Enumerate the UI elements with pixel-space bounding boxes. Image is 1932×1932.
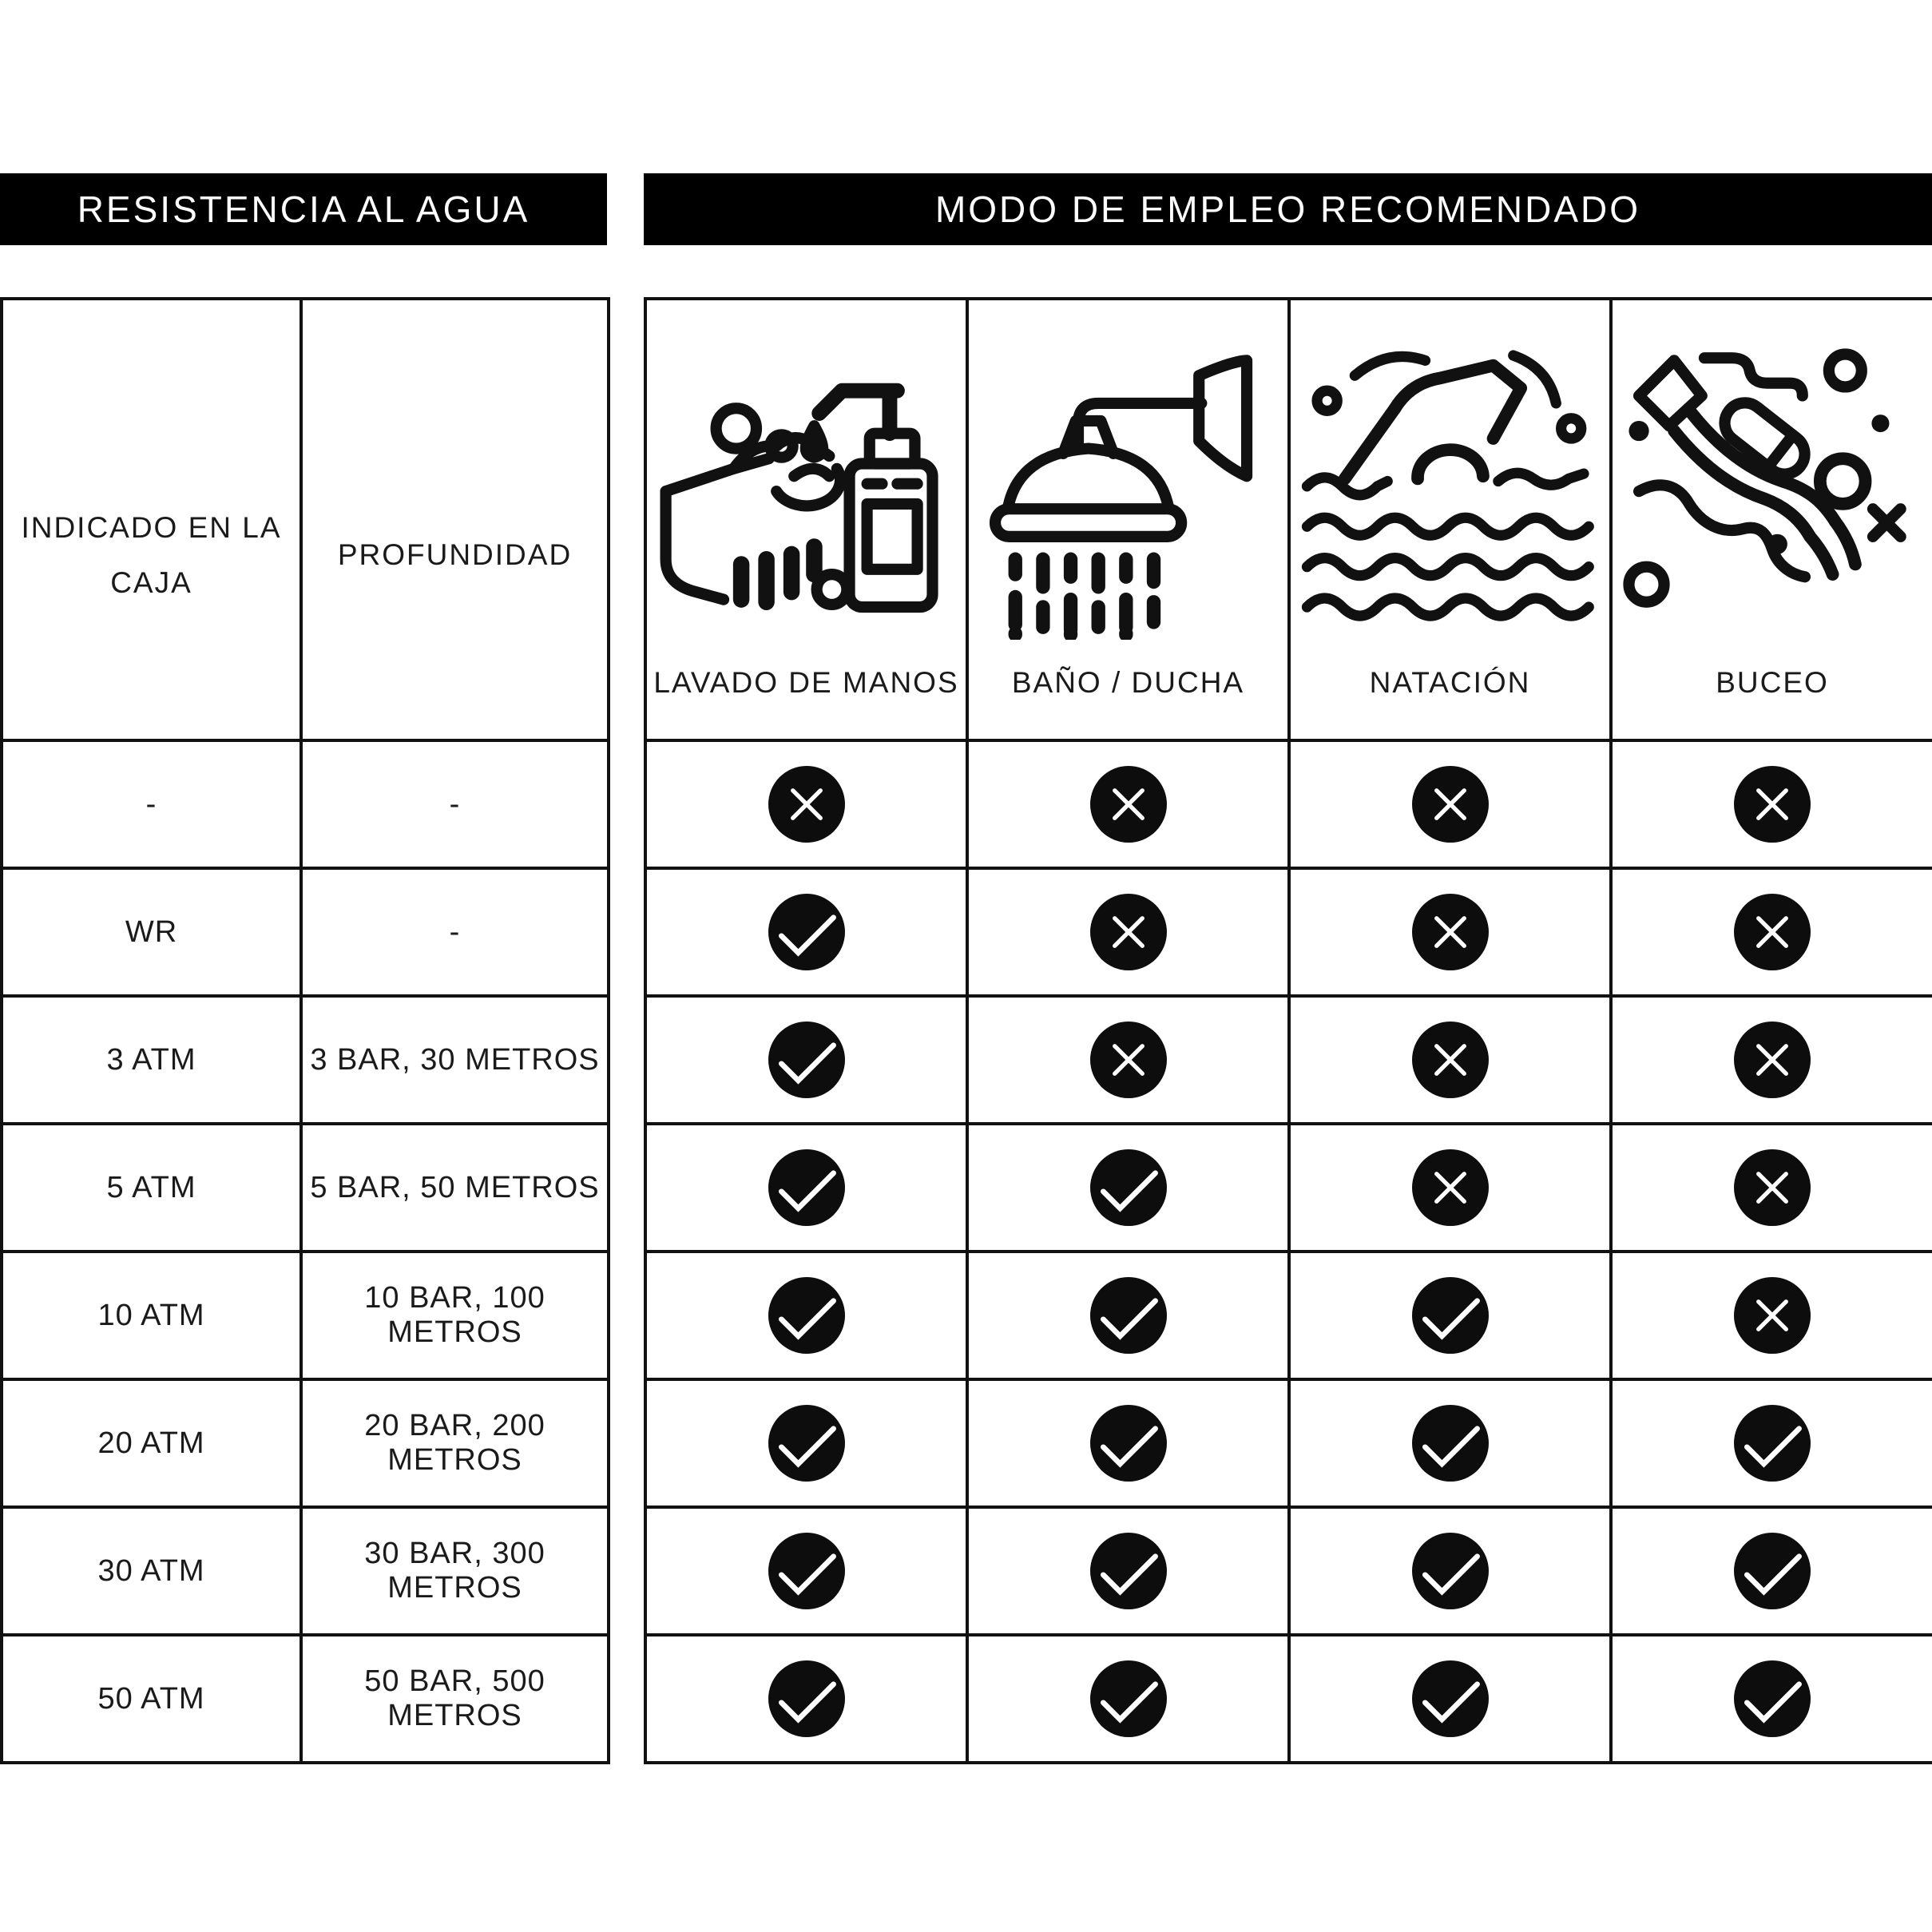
usage-row bbox=[645, 1635, 1932, 1763]
check-icon bbox=[1090, 1149, 1167, 1226]
usage-cell bbox=[1289, 1507, 1611, 1635]
depth-cell: 50 BAR, 500 METROS bbox=[301, 1635, 609, 1763]
usage-column-label: NATACIÓN bbox=[1369, 665, 1531, 699]
check-icon bbox=[1412, 1277, 1489, 1354]
usage-cell bbox=[967, 1124, 1289, 1252]
cross-icon bbox=[1412, 766, 1489, 843]
water-resistance-table bbox=[0, 297, 610, 1764]
rating-cell: 3 ATM bbox=[2, 996, 301, 1124]
usage-row bbox=[645, 1252, 1932, 1379]
scuba-diving-icon bbox=[1621, 338, 1923, 640]
rating-cell: - bbox=[2, 740, 301, 868]
depth-cell: - bbox=[301, 740, 609, 868]
usage-cell bbox=[1611, 1507, 1932, 1635]
cross-icon bbox=[1734, 894, 1811, 970]
usage-cell bbox=[1289, 868, 1611, 996]
recommended-use-table bbox=[644, 297, 1932, 1764]
cross-icon bbox=[1090, 1022, 1167, 1098]
recommended-use-title-bar bbox=[644, 173, 1932, 245]
check-icon bbox=[768, 894, 845, 970]
check-icon bbox=[1734, 1660, 1811, 1737]
column-header-profundidad: PROFUNDIDAD bbox=[301, 299, 609, 740]
check-icon bbox=[768, 1149, 845, 1226]
rating-cell: 30 ATM bbox=[2, 1507, 301, 1635]
hand-washing-icon bbox=[656, 338, 958, 640]
check-icon bbox=[768, 1660, 845, 1737]
shower-icon bbox=[978, 338, 1279, 640]
cross-icon bbox=[1412, 1149, 1489, 1226]
water-resistance-row bbox=[2, 1379, 609, 1507]
usage-column-header bbox=[645, 299, 967, 740]
usage-cell bbox=[1289, 1635, 1611, 1763]
depth-cell: 5 BAR, 50 METROS bbox=[301, 1124, 609, 1252]
usage-cell bbox=[645, 1507, 967, 1635]
usage-cell bbox=[645, 1252, 967, 1379]
usage-cell bbox=[1611, 868, 1932, 996]
usage-cell bbox=[645, 1635, 967, 1763]
usage-row bbox=[645, 868, 1932, 996]
usage-cell bbox=[1289, 1124, 1611, 1252]
usage-cell bbox=[645, 868, 967, 996]
usage-cell bbox=[1289, 1379, 1611, 1507]
cross-icon bbox=[1734, 1022, 1811, 1098]
rating-cell: WR bbox=[2, 868, 301, 996]
check-icon bbox=[1090, 1277, 1167, 1354]
check-icon bbox=[1734, 1405, 1811, 1482]
rating-cell: 20 ATM bbox=[2, 1379, 301, 1507]
usage-column-label: LAVADO DE MANOS bbox=[653, 665, 959, 699]
swimming-icon bbox=[1299, 338, 1601, 640]
usage-cell bbox=[1611, 1379, 1932, 1507]
usage-cell bbox=[967, 1252, 1289, 1379]
usage-row bbox=[645, 996, 1932, 1124]
depth-cell: 10 BAR, 100 METROS bbox=[301, 1252, 609, 1379]
usage-cell bbox=[1611, 1635, 1932, 1763]
check-icon bbox=[768, 1277, 845, 1354]
usage-cell bbox=[967, 996, 1289, 1124]
check-icon bbox=[1412, 1660, 1489, 1737]
check-icon bbox=[1412, 1533, 1489, 1609]
usage-cell bbox=[967, 1635, 1289, 1763]
usage-column-label: BUCEO bbox=[1716, 665, 1829, 699]
cross-icon bbox=[1412, 894, 1489, 970]
usage-column-label: BAÑO / DUCHA bbox=[1011, 665, 1245, 699]
usage-cell bbox=[645, 1124, 967, 1252]
cross-icon bbox=[1734, 766, 1811, 843]
check-icon bbox=[1090, 1660, 1167, 1737]
cross-icon bbox=[1734, 1149, 1811, 1226]
usage-row bbox=[645, 1507, 1932, 1635]
depth-cell: 3 BAR, 30 METROS bbox=[301, 996, 609, 1124]
usage-cell bbox=[1289, 996, 1611, 1124]
usage-row bbox=[645, 1379, 1932, 1507]
usage-cell bbox=[1289, 740, 1611, 868]
usage-cell bbox=[645, 1379, 967, 1507]
usage-cell bbox=[645, 740, 967, 868]
check-icon bbox=[1412, 1405, 1489, 1482]
cross-icon bbox=[1090, 894, 1167, 970]
check-icon bbox=[768, 1405, 845, 1482]
check-icon bbox=[1734, 1533, 1811, 1609]
column-header-indicado-en-la-caja: INDICADO EN LA CAJA bbox=[2, 299, 301, 740]
water-resistance-row bbox=[2, 996, 609, 1124]
usage-cell bbox=[645, 996, 967, 1124]
usage-cell bbox=[1289, 1252, 1611, 1379]
water-resistance-title: RESISTENCIA AL AGUA bbox=[77, 188, 530, 230]
rating-cell: 10 ATM bbox=[2, 1252, 301, 1379]
usage-column-header bbox=[967, 299, 1289, 740]
water-resistance-header-row bbox=[2, 299, 609, 740]
water-resistance-row bbox=[2, 1507, 609, 1635]
check-icon bbox=[1090, 1533, 1167, 1609]
cross-icon bbox=[1734, 1277, 1811, 1354]
water-resistance-row bbox=[2, 1124, 609, 1252]
usage-cell bbox=[1611, 1252, 1932, 1379]
cross-icon bbox=[768, 766, 845, 843]
usage-row bbox=[645, 740, 1932, 868]
depth-cell: 20 BAR, 200 METROS bbox=[301, 1379, 609, 1507]
cross-icon bbox=[1412, 1022, 1489, 1098]
check-icon bbox=[1090, 1405, 1167, 1482]
rating-cell: 50 ATM bbox=[2, 1635, 301, 1763]
check-icon bbox=[768, 1022, 845, 1098]
usage-cell bbox=[967, 868, 1289, 996]
check-icon bbox=[768, 1533, 845, 1609]
usage-cell bbox=[967, 1379, 1289, 1507]
usage-cell bbox=[1611, 1124, 1932, 1252]
recommended-use-title: MODO DE EMPLEO RECOMENDADO bbox=[934, 188, 1641, 230]
usage-row bbox=[645, 1124, 1932, 1252]
depth-cell: - bbox=[301, 868, 609, 996]
usage-column-header bbox=[1611, 299, 1932, 740]
recommended-use-header-row bbox=[645, 299, 1932, 740]
cross-icon bbox=[1090, 766, 1167, 843]
water-resistance-row bbox=[2, 1252, 609, 1379]
usage-cell bbox=[1611, 996, 1932, 1124]
water-resistance-title-bar bbox=[0, 173, 607, 245]
water-resistance-row bbox=[2, 1635, 609, 1763]
depth-cell: 30 BAR, 300 METROS bbox=[301, 1507, 609, 1635]
usage-column-header bbox=[1289, 299, 1611, 740]
usage-cell bbox=[1611, 740, 1932, 868]
water-resistance-row bbox=[2, 740, 609, 868]
rating-cell: 5 ATM bbox=[2, 1124, 301, 1252]
usage-cell bbox=[967, 740, 1289, 868]
usage-cell bbox=[967, 1507, 1289, 1635]
water-resistance-row bbox=[2, 868, 609, 996]
